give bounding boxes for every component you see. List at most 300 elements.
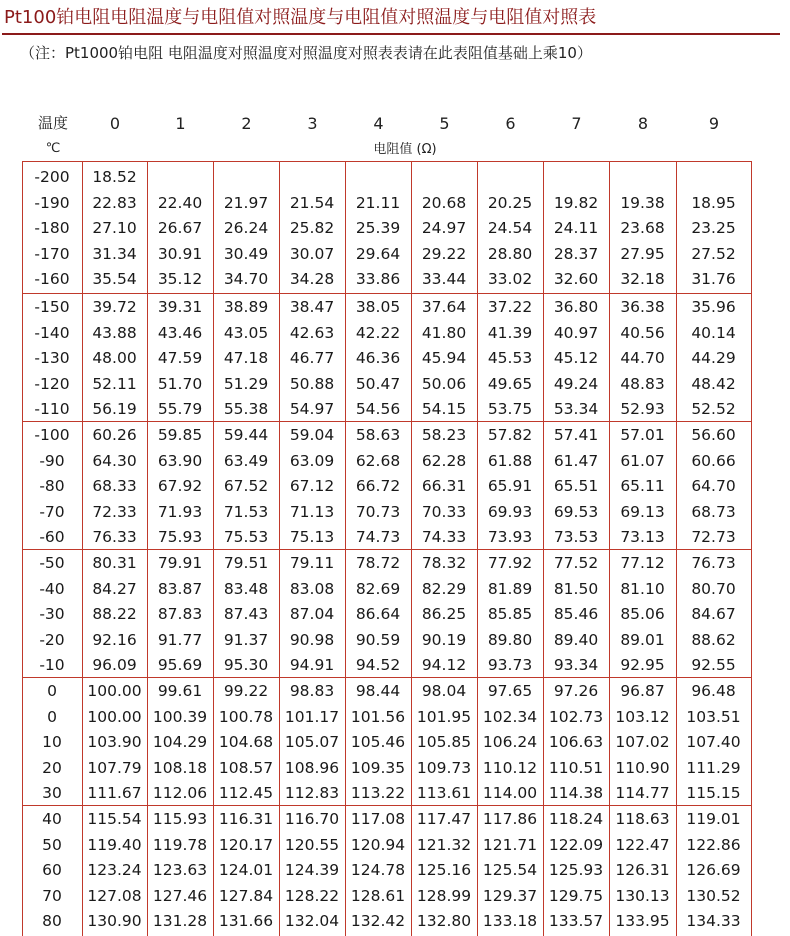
resistance-cell: 32.18	[620, 270, 665, 288]
digit-header-7: 7	[571, 114, 582, 133]
resistance-cell: 66.31	[421, 477, 467, 495]
resistance-cell: 24.54	[487, 219, 533, 237]
resistance-cell: 131.28	[152, 912, 208, 930]
resistance-cell: 51.70	[157, 375, 203, 393]
resistance-cell: 69.53	[553, 503, 599, 521]
resistance-cell: 35.96	[691, 298, 736, 316]
resistance-cell: 125.54	[482, 861, 538, 879]
resistance-cell: 67.12	[289, 477, 335, 495]
resistance-cell: 112.83	[284, 784, 340, 802]
resistance-cell: 63.09	[289, 452, 335, 470]
resistance-cell: 39.31	[157, 298, 203, 316]
resistance-cell: 36.80	[553, 298, 599, 316]
resistance-cell: 61.07	[620, 452, 665, 470]
resistance-cell: 107.40	[686, 733, 741, 751]
temperature-cell: -20	[39, 631, 65, 649]
resistance-cell: 58.23	[421, 426, 467, 444]
resistance-cell: 68.33	[92, 477, 137, 495]
resistance-cell: 87.04	[289, 605, 335, 623]
resistance-cell: 47.18	[223, 349, 269, 367]
resistance-cell: 21.97	[223, 194, 269, 212]
resistance-cell: 132.42	[350, 912, 406, 930]
resistance-cell: 99.22	[223, 682, 269, 700]
resistance-cell: 42.63	[289, 324, 335, 342]
temperature-cell: 60	[42, 861, 62, 879]
resistance-cell: 105.46	[350, 733, 406, 751]
resistance-cell: 92.95	[620, 656, 665, 674]
temperature-cell: -110	[34, 400, 70, 418]
resistance-cell: 127.08	[87, 887, 142, 905]
resistance-cell: 67.92	[157, 477, 203, 495]
resistance-table	[22, 161, 751, 936]
temperature-cell: -80	[39, 477, 65, 495]
resistance-cell: 21.11	[355, 194, 401, 212]
resistance-cell: 112.45	[218, 784, 274, 802]
resistance-cell: 87.83	[157, 605, 203, 623]
resistance-cell: 51.29	[223, 375, 269, 393]
resistance-cell: 48.00	[92, 349, 137, 367]
resistance-cell: 19.38	[620, 194, 665, 212]
resistance-cell: 43.05	[223, 324, 269, 342]
resistance-cell: 109.35	[350, 759, 406, 777]
resistance-cell: 81.89	[487, 580, 533, 598]
resistance-cell: 83.08	[289, 580, 335, 598]
resistance-cell: 84.27	[92, 580, 137, 598]
resistance-cell: 80.31	[92, 554, 137, 572]
resistance-cell: 100.00	[87, 708, 142, 726]
temperature-cell: -70	[39, 503, 65, 521]
resistance-cell: 69.13	[620, 503, 665, 521]
resistance-cell: 49.24	[553, 375, 599, 393]
resistance-cell: 62.28	[421, 452, 467, 470]
temperature-cell: -160	[34, 270, 70, 288]
resistance-cell: 133.18	[482, 912, 538, 930]
resistance-cell: 98.04	[421, 682, 467, 700]
resistance-cell: 114.38	[548, 784, 604, 802]
resistance-cell: 54.97	[289, 400, 335, 418]
resistance-cell: 92.55	[691, 656, 736, 674]
resistance-cell: 86.64	[355, 605, 401, 623]
resistance-cell	[609, 165, 676, 190]
resistance-cell: 96.87	[620, 682, 665, 700]
resistance-cell: 121.32	[416, 836, 472, 854]
resistance-cell: 117.86	[482, 810, 538, 828]
resistance-cell: 43.88	[92, 324, 137, 342]
resistance-cell: 63.49	[223, 452, 269, 470]
digit-header-3: 3	[307, 114, 318, 133]
resistance-cell: 57.01	[620, 426, 665, 444]
temperature-cell: 0	[47, 708, 57, 726]
resistance-cell: 121.71	[482, 836, 538, 854]
resistance-cell: 50.06	[421, 375, 467, 393]
resistance-cell: 131.66	[218, 912, 274, 930]
resistance-cell: 114.77	[615, 784, 670, 802]
resistance-cell: 64.30	[92, 452, 137, 470]
resistance-cell: 24.11	[553, 219, 599, 237]
resistance-cell: 103.90	[87, 733, 142, 751]
resistance-cell: 81.50	[553, 580, 599, 598]
resistance-cell: 119.01	[686, 810, 741, 828]
temperature-cell: -10	[39, 656, 65, 674]
resistance-cell: 93.73	[487, 656, 533, 674]
resistance-cell: 29.64	[355, 245, 401, 263]
table-group-rule	[22, 293, 751, 294]
resistance-cell: 103.51	[686, 708, 741, 726]
resistance-cell: 113.22	[350, 784, 406, 802]
resistance-cell: 124.01	[218, 861, 274, 879]
resistance-cell: 101.95	[416, 708, 472, 726]
resistance-cell: 75.53	[223, 528, 269, 546]
resistance-cell: 59.44	[223, 426, 269, 444]
resistance-cell: 124.78	[350, 861, 406, 879]
resistance-cell: 41.80	[421, 324, 467, 342]
resistance-cell: 22.83	[92, 194, 137, 212]
resistance-cell: 33.02	[487, 270, 533, 288]
resistance-cell	[477, 165, 543, 190]
digit-header-4: 4	[373, 114, 384, 133]
resistance-cell: 66.72	[355, 477, 401, 495]
resistance-cell: 130.13	[615, 887, 670, 905]
resistance-cell: 119.40	[87, 836, 142, 854]
resistance-cell: 130.90	[87, 912, 142, 930]
resistance-cell: 59.85	[157, 426, 203, 444]
resistance-cell: 77.52	[553, 554, 599, 572]
resistance-cell: 124.39	[284, 861, 340, 879]
resistance-cell: 91.77	[157, 631, 203, 649]
resistance-cell: 75.93	[157, 528, 203, 546]
resistance-cell	[345, 165, 411, 190]
resistance-cell: 115.54	[87, 810, 142, 828]
resistance-cell: 116.31	[218, 810, 274, 828]
resistance-cell: 80.70	[691, 580, 736, 598]
resistance-cell: 52.52	[691, 400, 736, 418]
resistance-cell: 48.42	[691, 375, 736, 393]
resistance-cell: 41.39	[487, 324, 533, 342]
resistance-cell: 59.04	[289, 426, 335, 444]
resistance-cell: 56.19	[92, 400, 137, 418]
resistance-cell: 122.47	[615, 836, 670, 854]
temperature-cell: -50	[39, 554, 65, 572]
resistance-cell	[543, 165, 609, 190]
resistance-cell: 57.41	[553, 426, 599, 444]
resistance-cell: 71.13	[289, 503, 335, 521]
resistance-cell: 32.60	[553, 270, 599, 288]
resistance-cell: 123.24	[87, 861, 142, 879]
resistance-cell: 128.61	[350, 887, 406, 905]
resistance-cell: 72.33	[92, 503, 137, 521]
resistance-cell: 89.40	[553, 631, 599, 649]
resistance-cell: 126.69	[686, 861, 741, 879]
resistance-cell: 18.52	[92, 168, 137, 186]
resistance-cell: 19.82	[553, 194, 599, 212]
resistance-cell: 101.56	[350, 708, 406, 726]
resistance-cell: 27.10	[92, 219, 137, 237]
resistance-cell: 123.63	[152, 861, 208, 879]
temperature-header: 温度	[37, 114, 68, 132]
resistance-cell: 20.68	[421, 194, 467, 212]
temperature-cell: -90	[39, 452, 65, 470]
resistance-cell: 89.80	[487, 631, 533, 649]
resistance-cell: 92.16	[92, 631, 137, 649]
resistance-cell: 21.54	[289, 194, 335, 212]
resistance-cell: 112.06	[152, 784, 208, 802]
resistance-cell: 31.34	[92, 245, 137, 263]
resistance-cell: 110.51	[548, 759, 604, 777]
resistance-cell: 134.33	[686, 912, 741, 930]
temperature-cell: -100	[34, 426, 70, 444]
resistance-cell: 76.73	[691, 554, 736, 572]
page-title: Pt100铂电阻电阻温度与电阻值对照温度与电阻值对照温度与电阻值对照表	[4, 7, 597, 28]
resistance-cell: 130.52	[686, 887, 741, 905]
resistance-cell: 85.46	[553, 605, 599, 623]
temperature-cell: -60	[39, 528, 65, 546]
resistance-cell: 88.62	[691, 631, 736, 649]
resistance-cell: 98.83	[289, 682, 335, 700]
resistance-cell: 100.78	[218, 708, 274, 726]
resistance-cell: 20.25	[487, 194, 533, 212]
resistance-cell: 33.86	[355, 270, 401, 288]
resistance-cell: 56.60	[691, 426, 736, 444]
resistance-cell: 110.90	[615, 759, 670, 777]
resistance-cell: 22.40	[157, 194, 203, 212]
resistance-cell: 90.98	[289, 631, 335, 649]
resistance-cell: 45.53	[487, 349, 533, 367]
resistance-cell: 35.12	[157, 270, 203, 288]
resistance-cell	[147, 165, 213, 190]
resistance-cell: 94.91	[289, 656, 335, 674]
resistance-cell: 60.26	[92, 426, 137, 444]
resistance-cell: 72.73	[691, 528, 736, 546]
resistance-cell: 127.84	[218, 887, 274, 905]
resistance-cell: 109.73	[416, 759, 472, 777]
resistance-cell: 118.24	[548, 810, 604, 828]
table-top-rule	[22, 161, 751, 162]
resistance-cell: 117.08	[350, 810, 406, 828]
resistance-cell: 75.13	[289, 528, 335, 546]
digit-header-0: 0	[109, 114, 121, 133]
temperature-cell: 40	[42, 810, 62, 828]
resistance-cell: 133.95	[615, 912, 670, 930]
resistance-cell: 73.13	[620, 528, 665, 546]
resistance-cell: 70.73	[355, 503, 401, 521]
resistance-cell: 84.67	[691, 605, 736, 623]
digit-header-8: 8	[637, 114, 649, 133]
resistance-cell: 93.34	[553, 656, 599, 674]
resistance-cell: 105.07	[284, 733, 340, 751]
resistance-cell: 69.93	[487, 503, 533, 521]
resistance-cell: 116.70	[284, 810, 340, 828]
resistance-cell: 34.28	[289, 270, 335, 288]
resistance-cell: 38.05	[355, 298, 401, 316]
resistance-cell: 102.34	[482, 708, 538, 726]
resistance-cell: 46.77	[289, 349, 335, 367]
resistance-cell: 55.38	[223, 400, 269, 418]
resistance-cell: 43.46	[157, 324, 203, 342]
resistance-cell: 64.70	[691, 477, 736, 495]
resistance-cell: 44.29	[691, 349, 736, 367]
resistance-cell: 67.52	[223, 477, 269, 495]
resistance-cell: 104.29	[152, 733, 208, 751]
resistance-cell: 120.94	[350, 836, 406, 854]
resistance-cell: 108.57	[218, 759, 274, 777]
resistance-cell: 88.22	[92, 605, 137, 623]
resistance-cell: 45.12	[553, 349, 599, 367]
temperature-cell: -170	[34, 245, 70, 263]
resistance-cell: 70.33	[421, 503, 467, 521]
resistance-cell: 120.55	[284, 836, 340, 854]
resistance-cell: 102.73	[548, 708, 604, 726]
digit-header-6: 6	[505, 114, 516, 133]
resistance-cell: 101.17	[284, 708, 340, 726]
resistance-cell: 114.00	[482, 784, 538, 802]
resistance-cell: 132.04	[284, 912, 340, 930]
resistance-cell: 97.65	[487, 682, 533, 700]
digit-header-2: 2	[241, 114, 252, 133]
resistance-cell: 26.67	[157, 219, 203, 237]
resistance-cell: 83.48	[223, 580, 269, 598]
resistance-cell: 133.57	[548, 912, 604, 930]
resistance-cell: 37.64	[421, 298, 467, 316]
resistance-cell: 107.02	[615, 733, 670, 751]
resistance-cell: 49.65	[487, 375, 533, 393]
temperature-cell: -200	[34, 168, 70, 186]
resistance-cell: 105.85	[416, 733, 472, 751]
resistance-cell: 50.88	[289, 375, 335, 393]
resistance-cell: 79.91	[157, 554, 203, 572]
resistance-cell	[676, 165, 751, 190]
resistance-cell: 53.34	[553, 400, 599, 418]
resistance-cell: 113.61	[416, 784, 472, 802]
temperature-cell: 70	[42, 887, 62, 905]
resistance-cell: 74.33	[421, 528, 467, 546]
temperature-cell: -180	[34, 219, 70, 237]
resistance-cell: 65.11	[620, 477, 665, 495]
resistance-cell: 90.59	[355, 631, 401, 649]
resistance-cell: 54.15	[421, 400, 467, 418]
resistance-cell: 98.44	[355, 682, 401, 700]
celsius-unit-header: ℃	[45, 141, 61, 156]
resistance-cell: 26.24	[223, 219, 269, 237]
temperature-cell: -190	[34, 194, 70, 212]
resistance-cell: 78.32	[421, 554, 467, 572]
resistance-cell: 96.48	[691, 682, 736, 700]
resistance-cell: 61.47	[553, 452, 599, 470]
temperature-cell: 80	[42, 912, 62, 930]
resistance-cell: 52.11	[92, 375, 137, 393]
title-divider	[2, 33, 780, 35]
resistance-cell: 28.37	[553, 245, 599, 263]
resistance-cell: 38.47	[289, 298, 335, 316]
temperature-cell: 0	[47, 682, 57, 700]
resistance-cell: 120.17	[218, 836, 274, 854]
resistance-cell: 100.00	[87, 682, 142, 700]
resistance-cell: 82.29	[421, 580, 467, 598]
resistance-cell: 38.89	[223, 298, 269, 316]
resistance-cell: 97.26	[553, 682, 599, 700]
temperature-cell: -120	[34, 375, 70, 393]
temperature-cell: -150	[34, 298, 70, 316]
temperature-cell: 20	[42, 759, 62, 777]
resistance-cell: 87.43	[223, 605, 269, 623]
resistance-cell	[411, 165, 477, 190]
resistance-cell: 103.12	[615, 708, 670, 726]
resistance-cell: 28.80	[487, 245, 533, 263]
resistance-cell: 85.85	[487, 605, 533, 623]
resistance-cell: 125.16	[416, 861, 472, 879]
digit-header-9: 9	[708, 114, 720, 133]
resistance-cell: 58.63	[355, 426, 401, 444]
resistance-cell: 48.83	[620, 375, 665, 393]
resistance-cell: 54.56	[355, 400, 401, 418]
resistance-cell: 45.94	[421, 349, 467, 367]
resistance-cell: 36.38	[620, 298, 665, 316]
resistance-cell: 118.63	[615, 810, 670, 828]
resistance-cell: 44.70	[620, 349, 665, 367]
resistance-cell: 76.33	[92, 528, 137, 546]
resistance-cell: 78.72	[355, 554, 401, 572]
resistance-cell: 129.37	[482, 887, 538, 905]
resistance-cell: 106.24	[482, 733, 538, 751]
table-vertical-rule	[751, 161, 752, 936]
resistance-cell: 77.92	[487, 554, 533, 572]
temperature-cell: -30	[39, 605, 65, 623]
resistance-cell: 31.76	[691, 270, 736, 288]
resistance-cell: 47.59	[157, 349, 203, 367]
resistance-cell: 90.19	[421, 631, 467, 649]
resistance-cell: 25.82	[289, 219, 335, 237]
resistance-cell: 94.12	[421, 656, 467, 674]
resistance-cell: 99.61	[157, 682, 203, 700]
resistance-cell: 27.52	[691, 245, 736, 263]
temperature-cell: 30	[42, 784, 62, 802]
resistance-cell: 107.79	[87, 759, 142, 777]
resistance-cell: 108.96	[284, 759, 340, 777]
resistance-cell: 115.15	[686, 784, 741, 802]
resistance-cell: 127.46	[152, 887, 208, 905]
resistance-cell: 30.07	[289, 245, 335, 263]
resistance-cell: 18.95	[691, 194, 736, 212]
resistance-cell: 39.72	[92, 298, 137, 316]
resistance-cell: 108.18	[152, 759, 208, 777]
resistance-cell: 24.97	[421, 219, 467, 237]
resistance-cell: 34.70	[223, 270, 269, 288]
resistance-cell: 85.06	[620, 605, 665, 623]
digit-header-5: 5	[439, 114, 450, 133]
resistance-header: 电阻值 (Ω)	[373, 142, 437, 157]
resistance-cell: 104.68	[218, 733, 274, 751]
resistance-cell: 74.73	[355, 528, 401, 546]
resistance-cell: 62.68	[355, 452, 401, 470]
resistance-cell: 81.10	[620, 580, 665, 598]
resistance-cell: 73.53	[553, 528, 599, 546]
resistance-cell: 95.69	[157, 656, 203, 674]
resistance-cell: 29.22	[421, 245, 467, 263]
resistance-cell: 53.75	[487, 400, 533, 418]
resistance-cell: 65.91	[487, 477, 533, 495]
resistance-cell	[279, 165, 345, 190]
resistance-cell: 33.44	[421, 270, 467, 288]
resistance-cell: 42.22	[355, 324, 401, 342]
resistance-cell: 111.29	[686, 759, 741, 777]
resistance-cell: 46.36	[355, 349, 401, 367]
resistance-cell: 61.88	[487, 452, 533, 470]
resistance-cell: 77.12	[620, 554, 665, 572]
resistance-cell: 60.66	[691, 452, 736, 470]
page-note: （注：Pt1000铂电阻 电阻温度对照温度对照温度对照表表请在此表阻值基础上乘10）	[20, 44, 592, 62]
temperature-cell: 50	[42, 836, 62, 854]
resistance-cell: 25.39	[355, 219, 401, 237]
resistance-cell: 37.22	[487, 298, 533, 316]
